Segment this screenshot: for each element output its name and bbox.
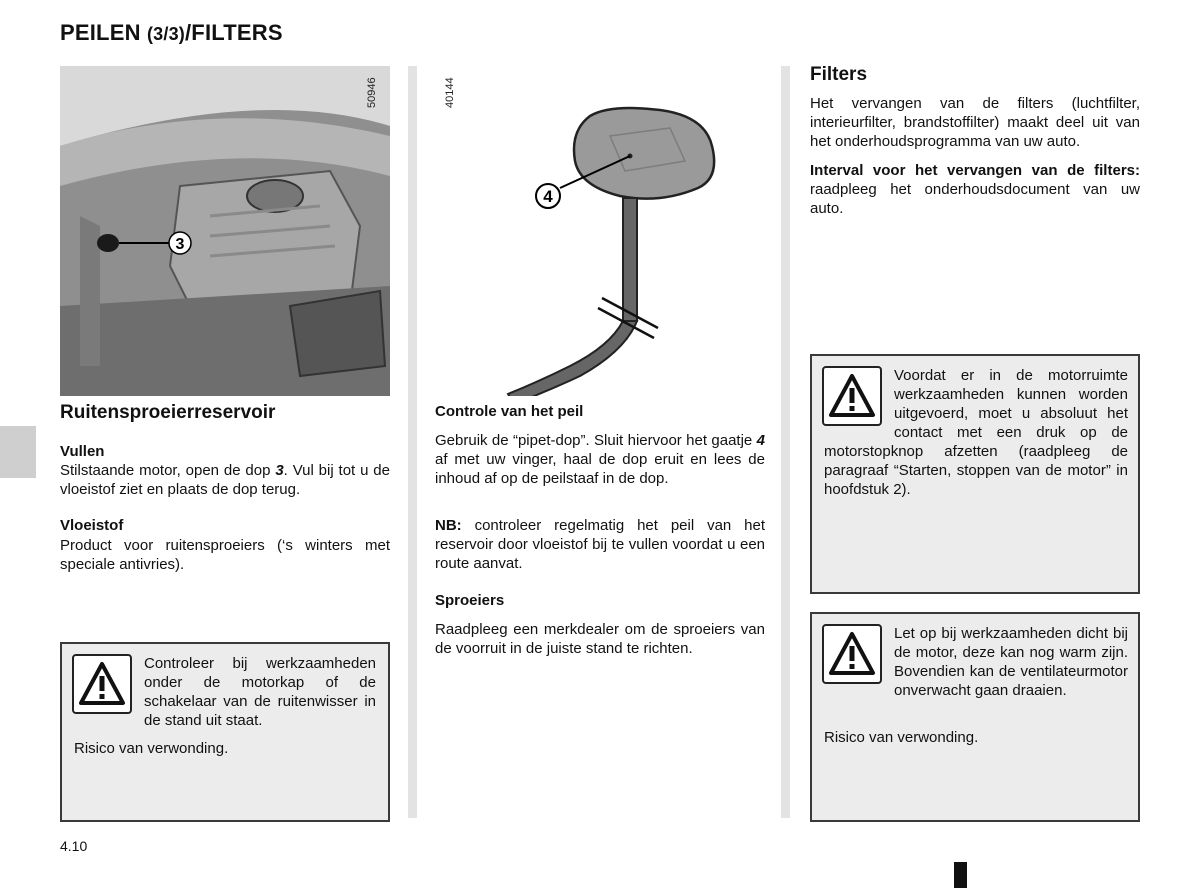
paragraph-interval: Interval voor het vervangen van de filters: raadpleeg het onderhoudsdocument van uw auto. <box>810 162 1140 217</box>
section-heading-filters: Filters <box>810 64 868 85</box>
page-title: PEILEN (3/3)/FILTERS <box>60 20 283 45</box>
subheading-controle: Controle van het peil <box>435 403 584 420</box>
warning-risk-wiper: Risico van verwonding. <box>74 740 229 757</box>
warning-text-hot-engine: Let op bij werkzaamheden dicht bij de motor, deze kan nog warm zijn. Bovendien kan de ventilateurmotor onverwacht gaan draaien. <box>894 625 1128 699</box>
section-heading-washer-reservoir: Ruitensproeierreservoir <box>60 402 276 423</box>
warning-text-engine-stop: Voordat er in de motorruimte werkzaamheden kunnen worden uitgevoerd, moet u absoluut het contact met een druk op de motorstopknop afzetten (raadpleeg de paragraaf “Starten, stoppen van de motor” in hoofdstuk 2). <box>824 367 1128 498</box>
drawing-callout-4: 4 <box>543 187 553 206</box>
subheading-sproeiers: Sproeiers <box>435 592 505 609</box>
paragraph-controle: Gebruik de “pipet-dop”. Sluit hiervoor het gaatje 4 af met uw vinger, haal de dop eruit en lees de inhoud af op de peilstaaf in de dop. <box>435 432 765 487</box>
paragraph-vullen: Stilstaande motor, open de dop 3. Vul bij tot u de vloeistof ziet en plaats de dop terug. <box>60 462 390 498</box>
subheading-vloeistof: Vloeistof <box>60 517 124 534</box>
engine-bay-photo <box>60 66 390 396</box>
warning-risk-hot-engine: Risico van verwonding. <box>824 729 979 746</box>
page-number: 4.10 <box>60 838 88 854</box>
subheading-vullen: Vullen <box>60 443 105 460</box>
page-edge-marker <box>954 862 967 888</box>
photo-reference-code: 50946 <box>366 77 378 108</box>
column-separator <box>781 66 790 818</box>
warning-triangle-icon <box>72 654 132 714</box>
paragraph-nb: NB: controleer regelmatig het peil van het reservoir door vloeistof bij te vullen voordat u een route aanvat. <box>435 517 765 572</box>
warning-box-engine-stop <box>810 354 1140 594</box>
dipstick-cap-drawing <box>430 66 770 396</box>
column-separator <box>408 66 417 818</box>
warning-text-wiper: Controleer bij werkzaamheden onder de motorkap of de schakelaar van de ruitenwisser in de stand uit staat. <box>144 655 376 729</box>
chapter-tab <box>0 426 36 478</box>
drawing-reference-code: 40144 <box>444 77 456 108</box>
paragraph-filters: Het vervangen van de filters (luchtfilter, interieurfilter, brandstoffilter) maakt deel uit van het onderhoudsprogramma van uw auto. <box>810 95 1140 150</box>
paragraph-vloeistof: Product voor ruitensproeiers (‘s winters met speciale antivries). <box>60 537 390 573</box>
paragraph-sproeiers: Raadpleeg een merkdealer om de sproeiers van de voorruit in de juiste stand te richten. <box>435 621 765 657</box>
warning-box-hot-engine <box>810 612 1140 822</box>
warning-box-wiper <box>60 642 390 822</box>
photo-callout-3: 3 <box>175 236 185 253</box>
